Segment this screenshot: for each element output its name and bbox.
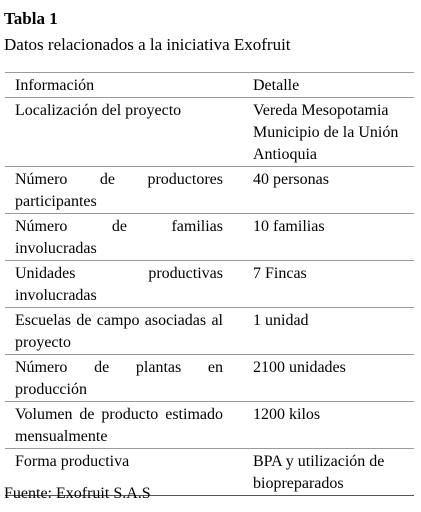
row-label-cell: Número de productores participantes xyxy=(5,167,233,214)
table-row xyxy=(5,308,414,355)
table-row xyxy=(5,355,414,402)
row-label-cell: Localización del proyecto xyxy=(5,98,233,167)
row-label-cell: Escuelas de campo asociadas al proyecto xyxy=(5,308,233,355)
column-header-detalle: Detalle xyxy=(233,73,414,98)
row-label-cell: Forma productiva xyxy=(5,449,233,496)
row-value-cell: 10 familias xyxy=(233,214,414,261)
row-value-cell: 1200 kilos xyxy=(233,402,414,449)
table-row xyxy=(5,98,414,167)
row-label-cell: Número de familias involucradas xyxy=(5,214,233,261)
row-value-cell: BPA y utilización de biopreparados xyxy=(233,449,414,496)
row-value-cell: 2100 unidades xyxy=(233,355,414,402)
row-label-cell: Volumen de producto estimado mensualmente xyxy=(5,402,233,449)
row-value-cell: 7 Fincas xyxy=(233,261,414,308)
table-row xyxy=(5,167,414,214)
table-row xyxy=(5,214,414,261)
row-label-cell: Unidades productivas involucradas xyxy=(5,261,233,308)
row-value-cell: 1 unidad xyxy=(233,308,414,355)
table-subtitle: Datos relacionados a la iniciativa Exofruit xyxy=(4,35,291,54)
table-title: Tabla 1 xyxy=(4,9,58,28)
column-header-informacion: Información xyxy=(5,73,233,98)
row-value-cell: 40 personas xyxy=(233,167,414,214)
table-source-note: Fuente: Exofruit S.A.S xyxy=(4,485,151,502)
row-value-cell: Vereda Mesopotamia Municipio de la Unión Antioquia xyxy=(233,98,414,167)
table-row xyxy=(5,402,414,449)
data-table xyxy=(5,72,414,496)
table-header-row xyxy=(5,73,414,98)
table-row xyxy=(5,261,414,308)
row-label-cell: Número de plantas en producción xyxy=(5,355,233,402)
